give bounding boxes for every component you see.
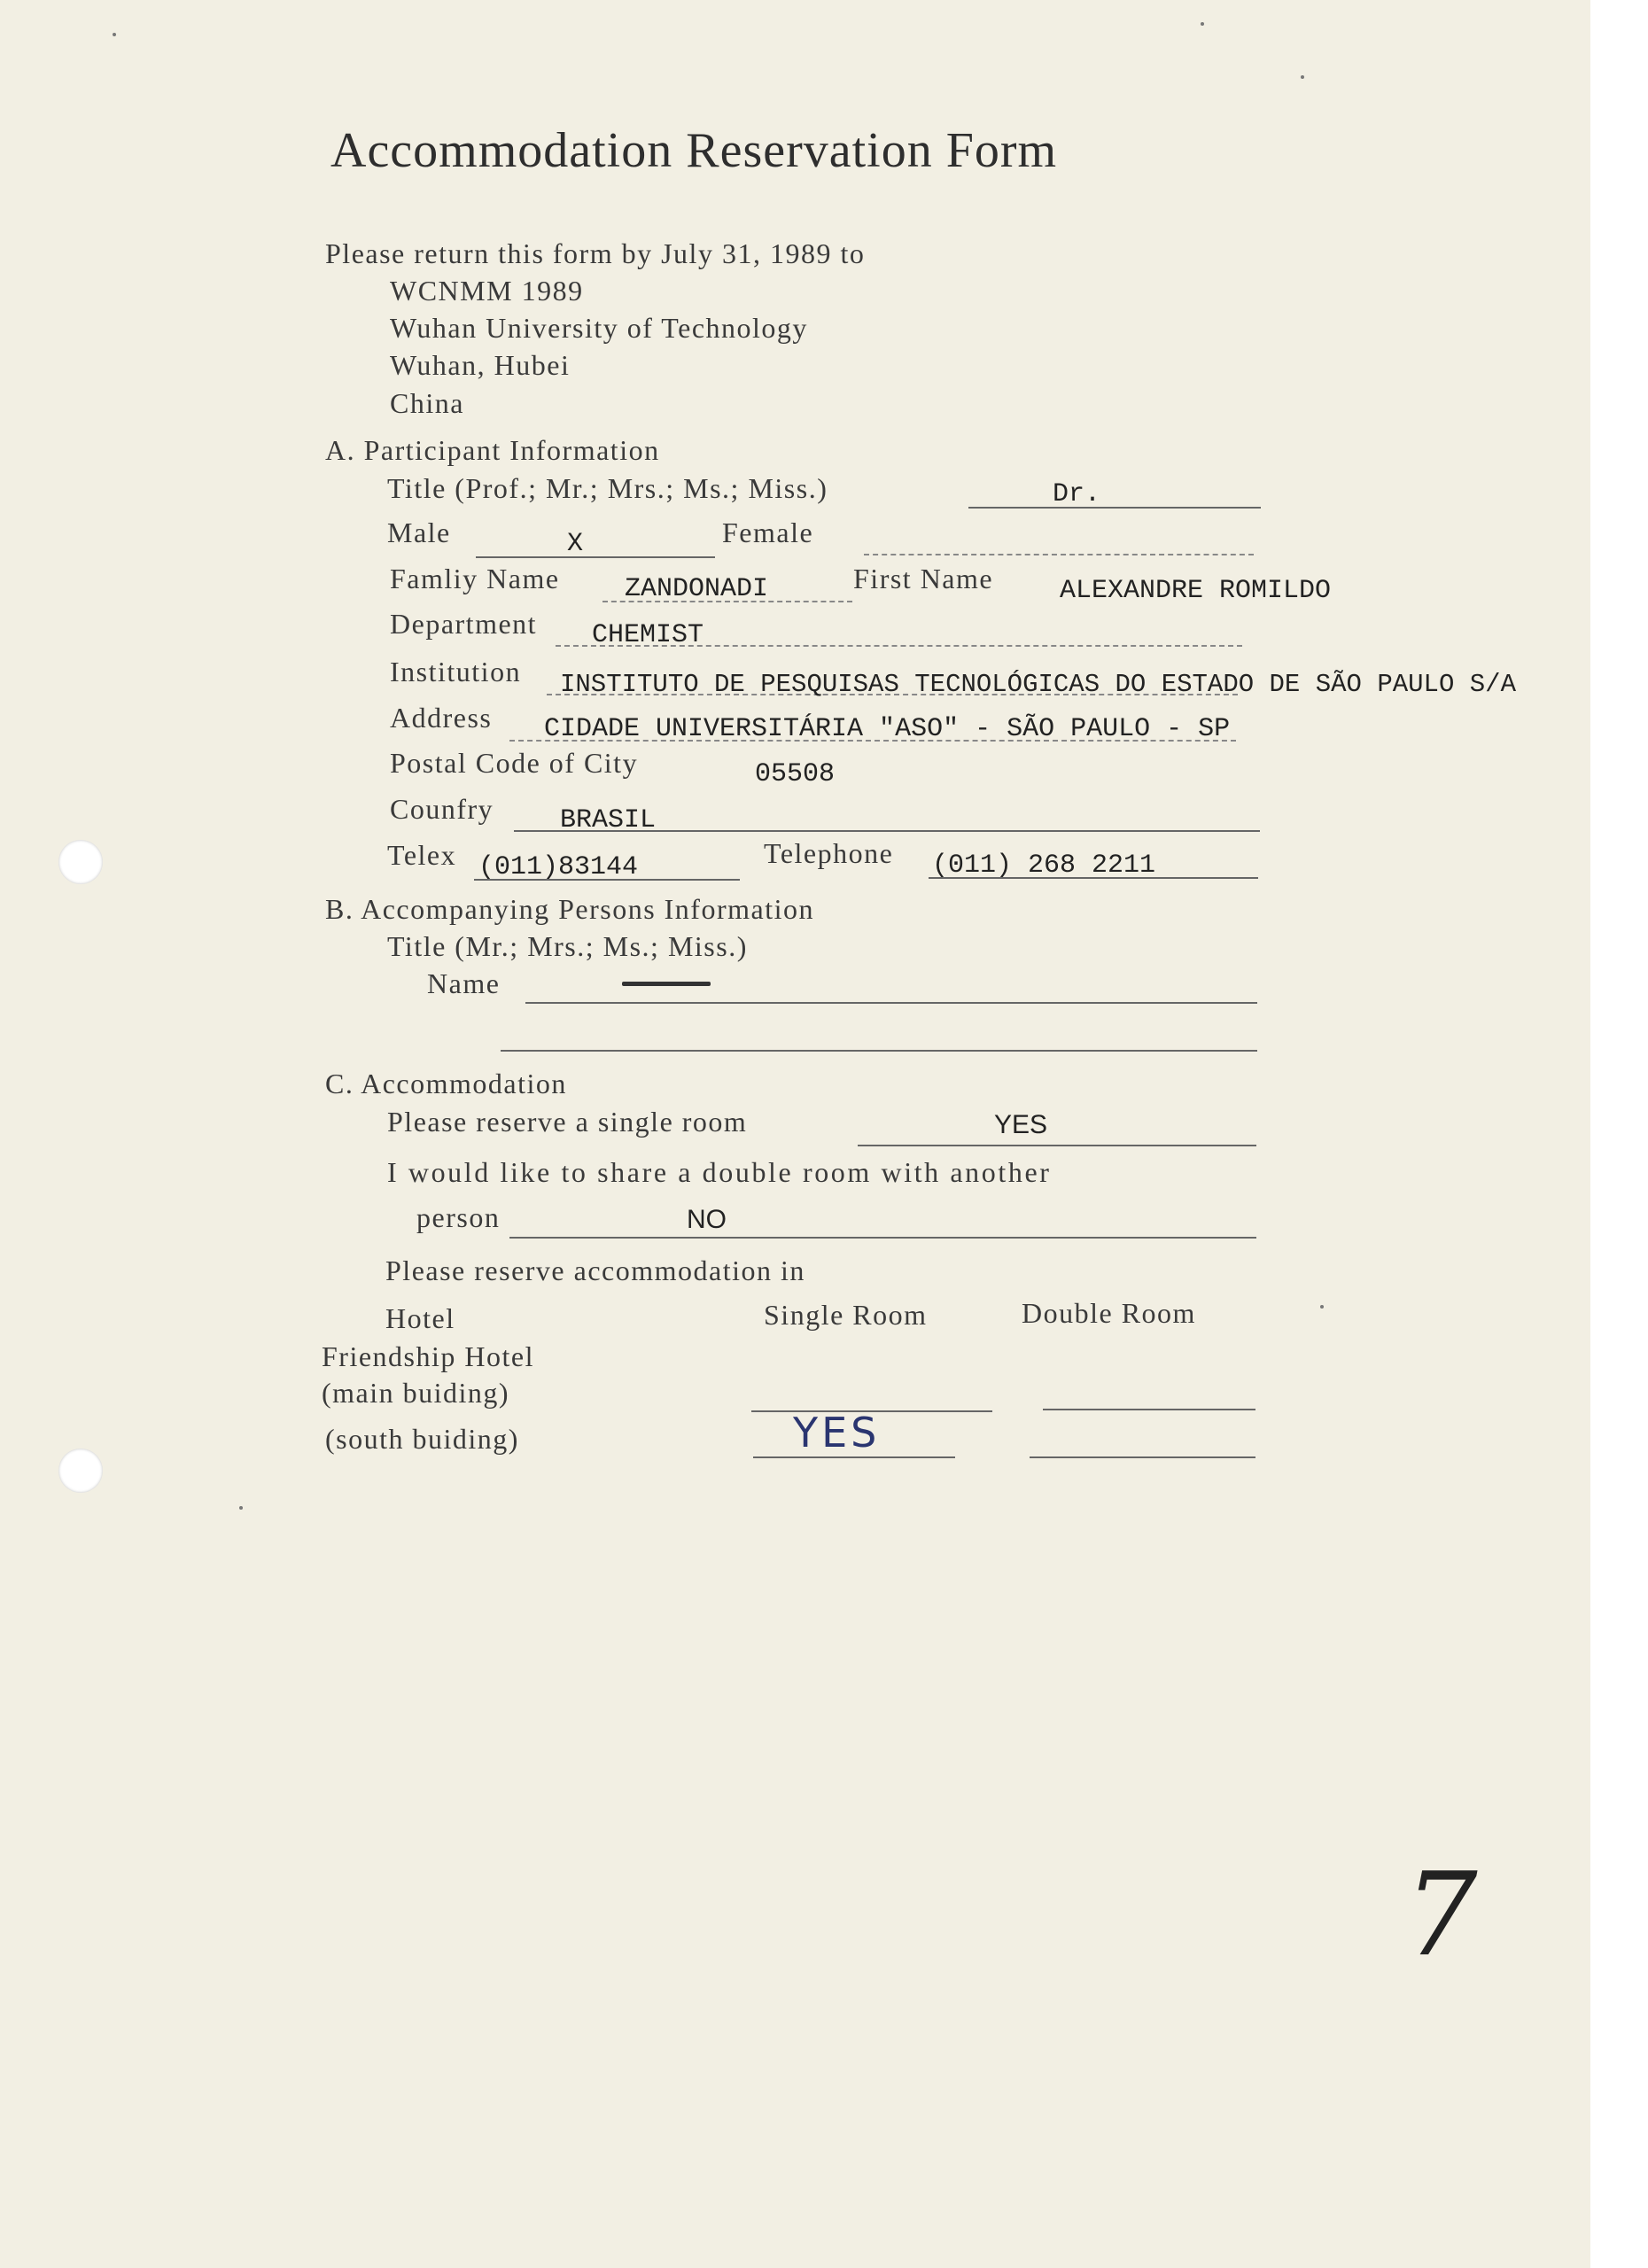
telex-label: Telex xyxy=(387,839,457,871)
speck xyxy=(1320,1305,1324,1309)
telephone-value: (011) 268 2211 xyxy=(932,850,1156,881)
main-double-line xyxy=(1043,1409,1255,1410)
single-room-value: YES xyxy=(994,1110,1048,1139)
title-value: Dr. xyxy=(1053,479,1101,509)
address-line-2: Wuhan University of Technology xyxy=(390,312,808,344)
companion-name-line-1 xyxy=(525,1002,1257,1004)
address-line-1: WCNMM 1989 xyxy=(390,275,584,307)
single-room-label: Please reserve a single room xyxy=(387,1106,748,1138)
male-field-line xyxy=(476,556,715,558)
speck xyxy=(239,1506,243,1510)
first-name-value: ALEXANDRE ROMILDO xyxy=(1060,576,1332,606)
family-name-value: ZANDONADI xyxy=(625,574,769,604)
title-field-line xyxy=(968,507,1261,509)
telex-value: (011)83144 xyxy=(478,852,639,882)
female-field-line xyxy=(864,554,1254,555)
section-a-heading: A. Participant Information xyxy=(325,434,660,466)
speck xyxy=(1301,75,1304,79)
share-room-line xyxy=(509,1237,1256,1239)
telephone-label: Telephone xyxy=(764,837,894,869)
form-title: Accommodation Reservation Form xyxy=(330,123,1058,178)
page-number-mark: 7 xyxy=(1404,1847,1478,1982)
share-room-label-2: person xyxy=(416,1201,501,1233)
address-label: Address xyxy=(390,702,493,734)
address-line-4: China xyxy=(390,387,464,419)
address-line-3: Wuhan, Hubei xyxy=(390,349,571,381)
dash-mark xyxy=(622,982,711,986)
hotel-name: Friendship Hotel xyxy=(322,1340,534,1372)
companion-name-label: Name xyxy=(427,967,501,999)
family-name-label: Famliy Name xyxy=(390,563,560,594)
department-label: Department xyxy=(390,608,538,640)
institution-value: INSTITUTO DE PESQUISAS TECNOLÓGICAS DO ESTADO DE SÃO PAULO S/A xyxy=(560,670,1516,699)
south-single-line xyxy=(753,1456,955,1458)
country-label: Counfry xyxy=(390,793,494,825)
column-double-room: Double Room xyxy=(1022,1297,1196,1329)
column-single-room: Single Room xyxy=(764,1299,928,1331)
speck xyxy=(1201,22,1204,26)
male-value: X xyxy=(567,529,584,559)
south-double-line xyxy=(1030,1456,1255,1458)
south-single-value: YES xyxy=(793,1409,881,1456)
reserve-in-label: Please reserve accommodation in xyxy=(385,1254,805,1286)
return-instruction: Please return this form by July 31, 1989 to xyxy=(325,237,866,269)
section-b-heading: B. Accompanying Persons Information xyxy=(325,893,814,925)
male-label: Male xyxy=(387,517,451,548)
female-label: Female xyxy=(722,517,814,548)
companion-name-line-2 xyxy=(501,1050,1257,1052)
section-c-heading: C. Accommodation xyxy=(325,1068,567,1099)
row-south-building: (south buiding) xyxy=(325,1423,519,1455)
country-value: BRASIL xyxy=(560,805,657,835)
postal-code-value: 05508 xyxy=(755,759,836,789)
address-value: CIDADE UNIVERSITÁRIA "ASO" - SÃO PAULO - SP xyxy=(544,714,1231,744)
first-name-label: First Name xyxy=(853,563,994,594)
companion-title-label: Title (Mr.; Mrs.; Ms.; Miss.) xyxy=(387,930,748,962)
postal-code-label: Postal Code of City xyxy=(390,747,639,779)
column-hotel: Hotel xyxy=(385,1302,455,1334)
single-room-line xyxy=(858,1145,1256,1146)
row-main-building: (main buiding) xyxy=(322,1377,510,1409)
page-edge xyxy=(1590,0,1648,2268)
title-label: Title (Prof.; Mr.; Mrs.; Ms.; Miss.) xyxy=(387,472,828,504)
share-room-value: NO xyxy=(687,1205,727,1234)
punch-hole-bottom xyxy=(58,1449,103,1493)
share-room-label-1: I would like to share a double room with another xyxy=(387,1156,1052,1188)
speck xyxy=(113,33,116,36)
department-value: CHEMIST xyxy=(592,620,704,650)
punch-hole-top xyxy=(58,840,103,884)
institution-label: Institution xyxy=(390,656,522,687)
